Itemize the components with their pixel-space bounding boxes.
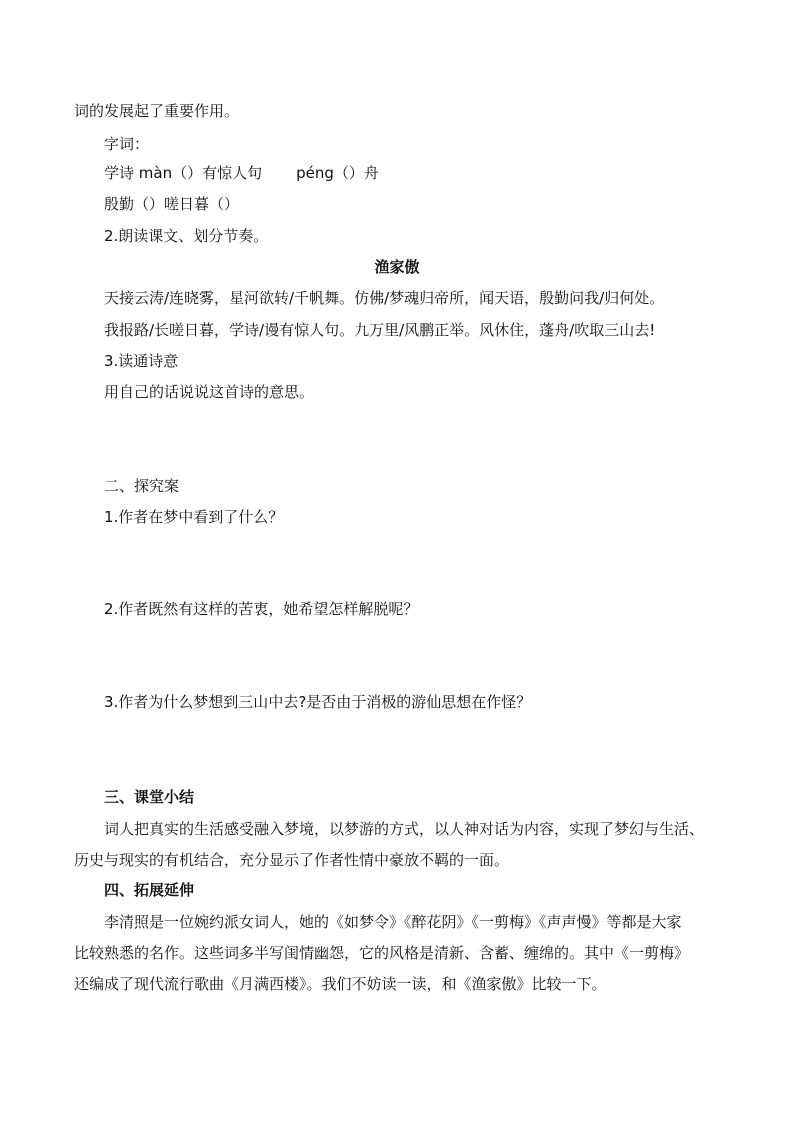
intro-tail-text: 词的发展起了重要作用。 bbox=[74, 102, 240, 120]
step-3-text: 用自己的话说说这首诗的意思。 bbox=[104, 383, 315, 401]
extend-line-1: 李清照是一位婉约派女词人，她的《如梦令》《醉花阴》《一剪梅》《声声慢》等都是大家 bbox=[104, 913, 682, 931]
summary-heading: 三、课堂小结 bbox=[104, 788, 195, 806]
vocab-item-peng: péng（）舟 bbox=[296, 164, 379, 182]
poem-line-2: 我报路/长嗟日暮，学诗/谩有惊人句。九万里/风鹏正举。风休住，蓬舟/吹取三山去! bbox=[104, 321, 656, 339]
vocab-line-2: 殷勤（）嗟日暮（） bbox=[104, 195, 240, 213]
explore-heading: 二、探究案 bbox=[104, 477, 180, 495]
vocab-heading: 字词： bbox=[104, 135, 150, 153]
summary-line-2: 历史与现实的有机结合，充分显示了作者性情中豪放不羁的一面。 bbox=[74, 851, 510, 869]
vocab-item-man: 学诗 màn（）有惊人句 bbox=[104, 164, 263, 182]
poem-title: 渔家傲 bbox=[374, 258, 420, 276]
summary-line-1: 词人把真实的生活感受融入梦境，以梦游的方式，以人神对话为内容，实现了梦幻与生活、 bbox=[104, 820, 705, 838]
explore-question-1: 1.作者在梦中看到了什么？ bbox=[104, 508, 284, 526]
step-2-title: 2.朗读课文、划分节奏。 bbox=[104, 227, 269, 245]
extend-heading: 四、拓展延伸 bbox=[104, 881, 195, 899]
poem-line-1: 天接云涛/连晓雾，星河欲转/千帆舞。仿佛/梦魂归帝所，闻天语，殷勤问我/归何处。 bbox=[104, 289, 665, 307]
explore-question-3: 3.作者为什么梦想到三山中去?是否由于消极的游仙思想在作怪？ bbox=[104, 693, 532, 711]
extend-line-3: 还编成了现代流行歌曲《月满西楼》。我们不妨读一读，和《渔家傲》比较一下。 bbox=[74, 975, 607, 993]
explore-question-2: 2.作者既然有这样的苦衷，她希望怎样解脱呢？ bbox=[104, 600, 419, 618]
step-3-title: 3.读通诗意 bbox=[104, 352, 179, 370]
extend-line-2: 比较熟悉的名作。这些词多半写闺情幽怨，它的风格是清新、含蓄、缠绵的。其中《一剪梅》 bbox=[74, 944, 690, 962]
vocab-line-1 bbox=[104, 163, 379, 183]
